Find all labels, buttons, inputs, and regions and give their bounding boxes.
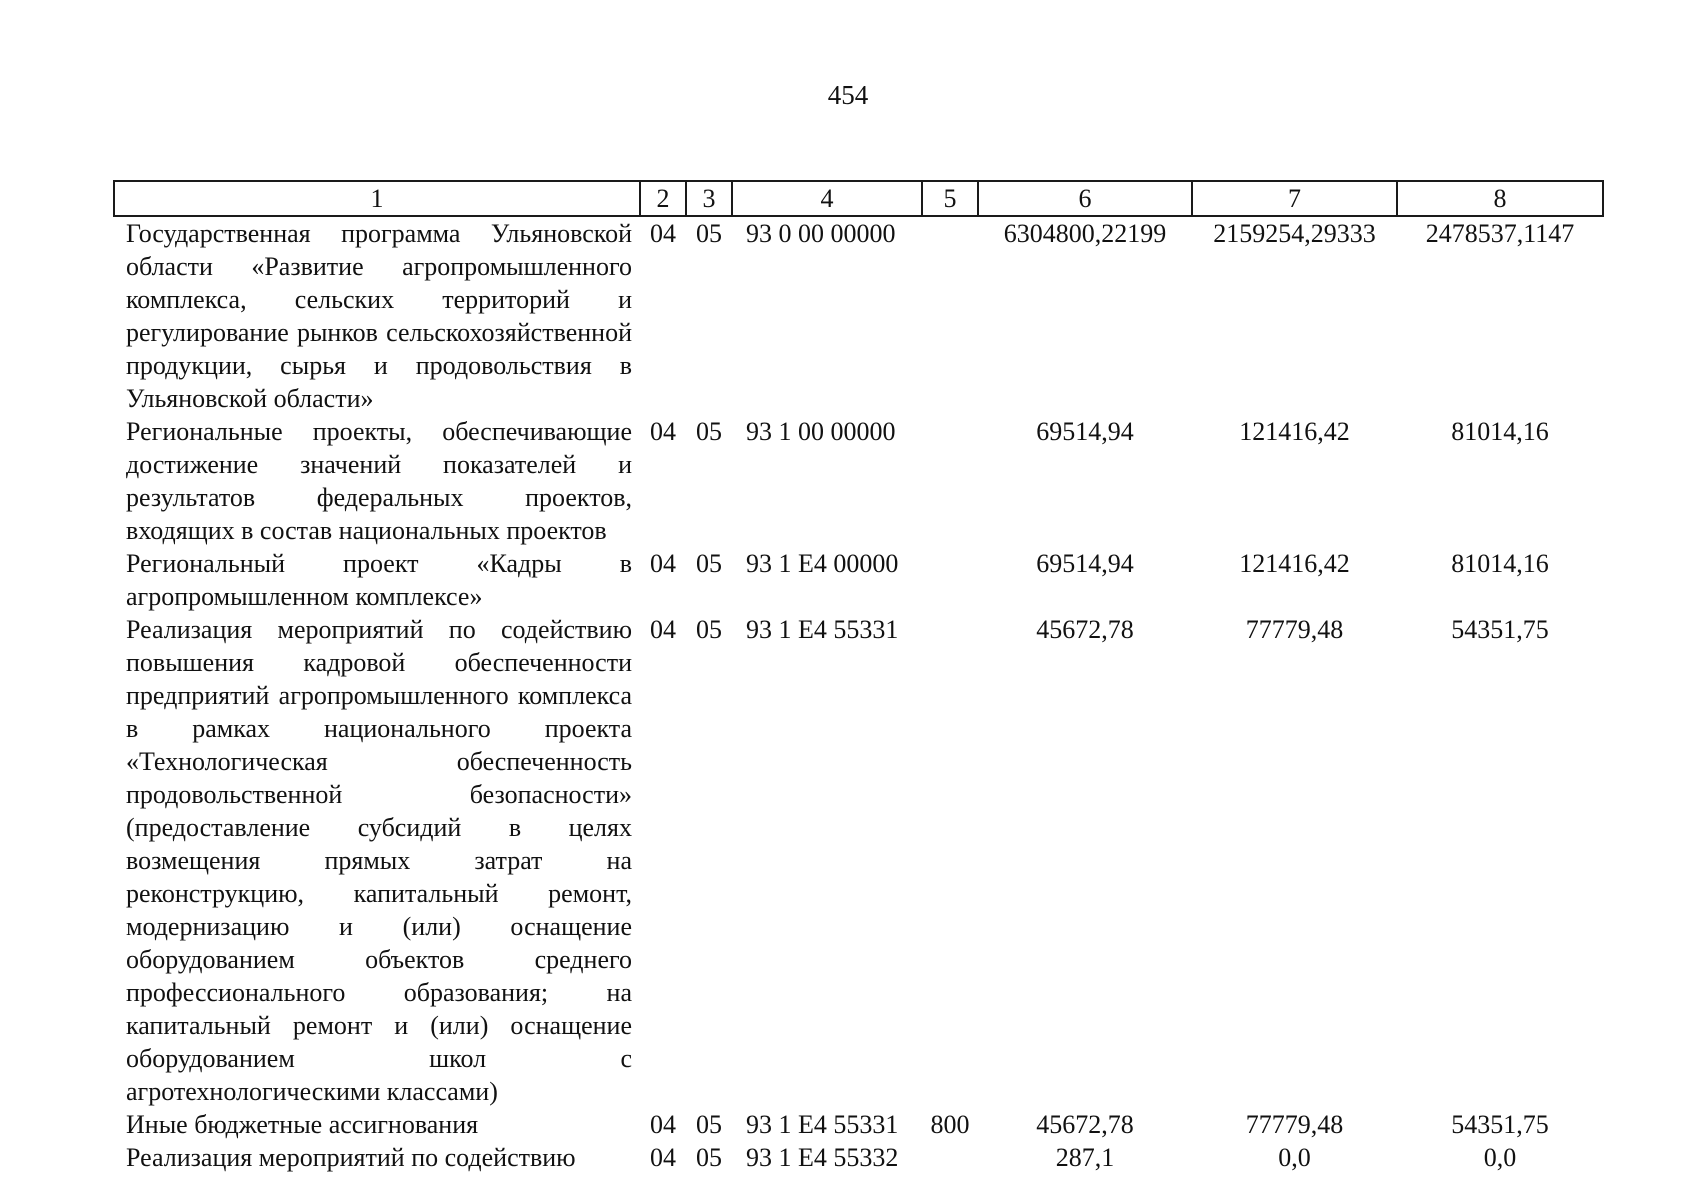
row-expense-type [922,415,978,547]
row-target-code: 93 1 Е4 55332 [746,1143,899,1172]
row-name: Государственная программа Ульяновской области «Развитие агропромышленного комплекса, сельских территорий и регулирование рынков сельскохозяйственной продукции, сырья и продовольствия в Ульяновской области» [126,219,632,413]
row-expense-type [922,1141,978,1174]
row-section: 04 [650,549,676,578]
header-cell-7: 7 [1192,181,1397,216]
row-section: 04 [650,1143,676,1172]
row-amount-7: 0,0 [1278,1143,1311,1172]
row-subsection: 05 [696,1110,722,1139]
header-cell-8: 8 [1397,181,1603,216]
row-target-code: 93 1 Е4 55331 [746,1110,899,1139]
row-amount-6: 69514,94 [1036,549,1134,578]
row-section: 04 [650,615,676,644]
row-expense-type [922,216,978,415]
row-amount-7: 2159254,29333 [1213,219,1376,248]
header-cell-1: 1 [114,181,640,216]
row-name: Иные бюджетные ассигнования [126,1110,479,1139]
row-amount-6: 69514,94 [1036,417,1134,446]
row-amount-8: 81014,16 [1451,549,1549,578]
row-amount-6: 6304800,22199 [1003,219,1167,248]
row-expense-type [922,613,978,1108]
row-subsection: 05 [696,219,722,248]
row-subsection: 05 [696,549,722,578]
row-amount-6: 45672,78 [1036,1110,1134,1139]
row-name: Региональный проект «Кадры в агропромышленном комплексе» [126,549,632,611]
table-row [114,613,1603,1108]
row-section: 04 [650,417,676,446]
table-row [114,415,1603,547]
header-cell-5: 5 [922,181,978,216]
row-amount-8: 54351,75 [1451,615,1549,644]
header-cell-3: 3 [686,181,732,216]
header-cell-6: 6 [978,181,1192,216]
row-amount-6: 287,1 [1055,1143,1115,1172]
row-target-code: 93 1 00 00000 [746,417,896,446]
row-expense-type [922,547,978,613]
row-amount-8: 54351,75 [1451,1110,1549,1139]
table-row [114,1141,1603,1174]
row-target-code: 93 0 00 00000 [746,219,896,248]
row-section: 04 [650,1110,676,1139]
row-amount-6: 45672,78 [1036,615,1134,644]
row-amount-8: 2478537,1147 [1425,219,1575,248]
row-section: 04 [650,219,676,248]
row-name: Реализация мероприятий по содействию [126,1143,576,1172]
row-amount-7: 77779,48 [1245,615,1344,644]
row-name: Региональные проекты, обеспечивающие достижение значений показателей и результатов федеральных проектов, входящих в состав национальных проектов [126,417,632,545]
header-cell-2: 2 [640,181,686,216]
budget-table [113,180,1604,1174]
row-amount-7: 77779,48 [1245,1110,1344,1139]
page-number: 454 [827,80,869,110]
row-amount-8: 0,0 [1483,1143,1517,1172]
row-subsection: 05 [696,1143,722,1172]
table-row [114,547,1603,613]
header-row [114,181,1603,216]
table-row [114,1108,1603,1141]
table-row [114,216,1603,415]
row-name: Реализация мероприятий по содействию повышения кадровой обеспеченности предприятий агропромышленного комплекса в рамках национального проекта «Технологическая обеспеченность продовольственной безопасности» (предоставление субсидий в целях возмещения прямых затрат на реконструкцию, капитальный ремонт, модернизацию и (или) оснащение оборудованием объектов среднего профессионального образования; на капитальный ремонт и (или) оснащение оборудованием школ с агротехнологическими классами) [126,615,632,1106]
header-cell-4: 4 [732,181,922,216]
row-amount-7: 121416,42 [1239,549,1350,578]
row-subsection: 05 [696,615,722,644]
row-subsection: 05 [696,417,722,446]
row-amount-8: 81014,16 [1451,417,1549,446]
row-amount-7: 121416,42 [1239,417,1350,446]
row-expense-type: 800 [930,1110,970,1139]
row-target-code: 93 1 Е4 55331 [746,615,899,644]
row-target-code: 93 1 Е4 00000 [746,549,899,578]
